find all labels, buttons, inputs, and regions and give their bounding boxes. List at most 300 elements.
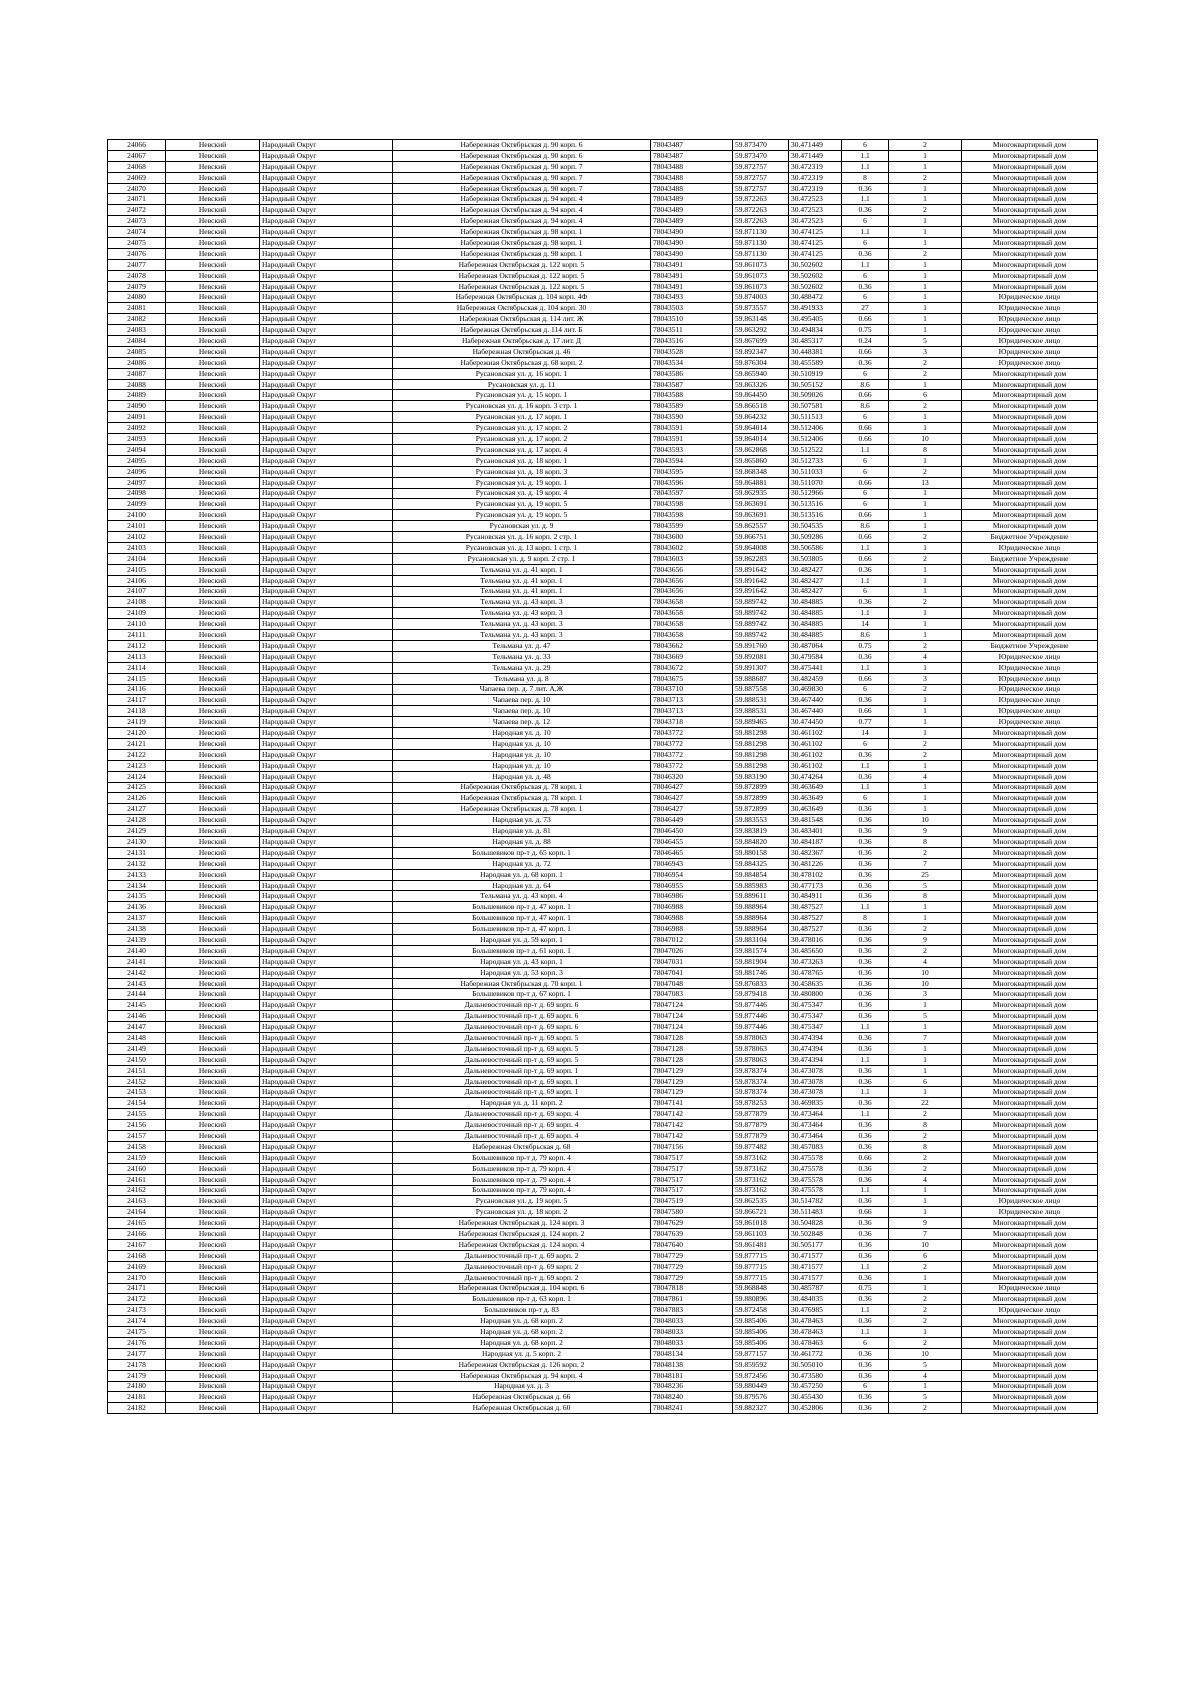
row-id-cell: 24136 [108,902,166,913]
table-row [108,216,1098,227]
type-cell: Многоквартирный дом [962,978,1098,989]
type-cell: Многоквартирный дом [962,434,1098,445]
type-cell: Юридическое лицо [962,292,1098,303]
district-cell: Невский [166,651,260,662]
okrug-cell: Народный Округ [260,172,393,183]
okrug-cell: Народный Округ [260,521,393,532]
longitude-cell: 30.473464 [789,1120,842,1131]
longitude-cell: 30.473580 [789,1370,842,1381]
district-cell: Невский [166,793,260,804]
address-cell: Дальневосточный пр-т д. 69 корп. 5 [393,1054,651,1065]
type-cell: Многоквартирный дом [962,738,1098,749]
district-cell: Невский [166,978,260,989]
volume-cell: 1.1 [842,1022,889,1033]
type-cell: Многоквартирный дом [962,401,1098,412]
volume-cell: 0.36 [842,1120,889,1131]
code-cell: 78043672 [651,662,733,673]
address-cell: Дальневосточный пр-т д. 69 корп. 6 [393,1011,651,1022]
type-cell: Многоквартирный дом [962,1229,1098,1240]
count-cell: 2 [889,1337,962,1348]
count-cell: 2 [889,597,962,608]
address-cell: Русановская ул. д. 19 корп. 5 [393,1196,651,1207]
latitude-cell: 59.873470 [733,150,789,161]
table-row [108,292,1098,303]
okrug-cell: Народный Округ [260,1250,393,1261]
code-cell: 78047128 [651,1033,733,1044]
longitude-cell: 30.472319 [789,172,842,183]
code-cell: 78046427 [651,804,733,815]
volume-cell: 1.1 [842,1087,889,1098]
type-cell: Многоквартирный дом [962,140,1098,151]
address-cell: Русановская ул. д. 16 корп. 3 стр. 1 [393,401,651,412]
district-cell: Невский [166,368,260,379]
volume-cell: 1.1 [842,194,889,205]
okrug-cell: Народный Округ [260,1359,393,1370]
okrug-cell: Народный Округ [260,1261,393,1272]
longitude-cell: 30.503805 [789,553,842,564]
table-row [108,684,1098,695]
okrug-cell: Народный Округ [260,357,393,368]
code-cell: 78043656 [651,586,733,597]
longitude-cell: 30.482367 [789,847,842,858]
row-id-cell: 24119 [108,717,166,728]
row-id-cell: 24169 [108,1261,166,1272]
latitude-cell: 59.884325 [733,858,789,869]
type-cell: Многоквартирный дом [962,924,1098,935]
row-id-cell: 24162 [108,1185,166,1196]
district-cell: Невский [166,455,260,466]
district-cell: Невский [166,858,260,869]
address-cell: Набережная Октябрьская д. 68 [393,1141,651,1152]
code-cell: 78048241 [651,1403,733,1414]
code-cell: 78043593 [651,444,733,455]
volume-cell: 0.66 [842,434,889,445]
table-row [108,1359,1098,1370]
code-cell: 78046986 [651,891,733,902]
latitude-cell: 59.873162 [733,1152,789,1163]
latitude-cell: 59.862535 [733,1196,789,1207]
district-cell: Невский [166,913,260,924]
table-row [108,346,1098,357]
longitude-cell: 30.461102 [789,728,842,739]
code-cell: 78043599 [651,521,733,532]
row-id-cell: 24089 [108,390,166,401]
table-row [108,902,1098,913]
district-cell: Невский [166,292,260,303]
row-id-cell: 24157 [108,1131,166,1142]
longitude-cell: 30.457083 [789,1141,842,1152]
address-cell: Большевиков пр-т д. 47 корп. 1 [393,924,651,935]
volume-cell: 6 [842,793,889,804]
type-cell: Многоквартирный дом [962,760,1098,771]
table-row [108,1196,1098,1207]
type-cell: Многоквартирный дом [962,270,1098,281]
district-cell: Невский [166,314,260,325]
row-id-cell: 24101 [108,521,166,532]
okrug-cell: Народный Округ [260,1000,393,1011]
address-cell: Народная ул. д. 68 корп. 1 [393,869,651,880]
address-cell: Народная ул. д. 53 корп. 3 [393,967,651,978]
table-row [108,847,1098,858]
address-cell: Русановская ул. д. 17 корп. 2 [393,423,651,434]
type-cell: Многоквартирный дом [962,837,1098,848]
code-cell: 78048033 [651,1316,733,1327]
type-cell: Юридическое лицо [962,651,1098,662]
latitude-cell: 59.881298 [733,749,789,760]
count-cell: 1 [889,662,962,673]
okrug-cell: Народный Округ [260,1196,393,1207]
address-cell: Дальневосточный пр-т д. 69 корп. 2 [393,1250,651,1261]
district-cell: Невский [166,891,260,902]
table-row [108,314,1098,325]
longitude-cell: 30.473464 [789,1109,842,1120]
table-row [108,259,1098,270]
volume-cell: 0.36 [842,978,889,989]
count-cell: 2 [889,640,962,651]
latitude-cell: 59.889742 [733,630,789,641]
row-id-cell: 24075 [108,238,166,249]
address-cell: Набережная Октябрьская д. 98 корп. 1 [393,248,651,259]
code-cell: 78047048 [651,978,733,989]
latitude-cell: 59.881298 [733,760,789,771]
table-row [108,532,1098,543]
district-cell: Невский [166,1239,260,1250]
district-cell: Невский [166,1152,260,1163]
latitude-cell: 59.878063 [733,1043,789,1054]
code-cell: 78048240 [651,1392,733,1403]
count-cell: 2 [889,368,962,379]
count-cell: 8 [889,1120,962,1131]
address-cell: Набережная Октябрьская д. 46 [393,346,651,357]
count-cell: 2 [889,248,962,259]
type-cell: Многоквартирный дом [962,412,1098,423]
volume-cell: 0.24 [842,336,889,347]
longitude-cell: 30.479584 [789,651,842,662]
address-cell: Набережная Октябрьская д. 114 лит. Б [393,325,651,336]
volume-cell: 0.36 [842,1033,889,1044]
count-cell: 1 [889,183,962,194]
table-body [108,140,1098,1414]
district-cell: Невский [166,390,260,401]
volume-cell: 0.36 [842,1000,889,1011]
table-row [108,172,1098,183]
volume-cell: 1.1 [842,1305,889,1316]
district-cell: Невский [166,499,260,510]
latitude-cell: 59.872899 [733,782,789,793]
type-cell: Многоквартирный дом [962,902,1098,913]
row-id-cell: 24144 [108,989,166,1000]
district-cell: Невский [166,815,260,826]
row-id-cell: 24125 [108,782,166,793]
type-cell: Многоквартирный дом [962,205,1098,216]
volume-cell: 0.66 [842,423,889,434]
table-row [108,597,1098,608]
latitude-cell: 59.877157 [733,1348,789,1359]
count-cell: 1 [889,194,962,205]
table-row [108,1392,1098,1403]
type-cell: Многоквартирный дом [962,183,1098,194]
table-row [108,956,1098,967]
address-cell: Русановская ул. д. 19 корп. 1 [393,477,651,488]
longitude-cell: 30.506586 [789,542,842,553]
row-id-cell: 24124 [108,771,166,782]
table-row [108,695,1098,706]
table-row [108,1131,1098,1142]
count-cell: 1 [889,510,962,521]
count-cell: 1 [889,259,962,270]
table-row [108,150,1098,161]
volume-cell: 1.1 [842,1109,889,1120]
latitude-cell: 59.873162 [733,1163,789,1174]
type-cell: Многоквартирный дом [962,804,1098,815]
table-row [108,227,1098,238]
volume-cell: 0.36 [842,1098,889,1109]
address-cell: Народная ул. д. 3 [393,1381,651,1392]
count-cell: 1 [889,706,962,717]
district-cell: Невский [166,444,260,455]
latitude-cell: 59.888531 [733,695,789,706]
okrug-cell: Народный Округ [260,477,393,488]
row-id-cell: 24117 [108,695,166,706]
district-cell: Невский [166,1229,260,1240]
district-cell: Невский [166,1087,260,1098]
okrug-cell: Народный Округ [260,1087,393,1098]
okrug-cell: Народный Округ [260,749,393,760]
volume-cell: 6 [842,292,889,303]
row-id-cell: 24112 [108,640,166,651]
address-cell: Русановская ул. д. 17 корп. 1 [393,412,651,423]
type-cell: Многоквартирный дом [962,749,1098,760]
code-cell: 78047729 [651,1261,733,1272]
volume-cell: 6 [842,1337,889,1348]
okrug-cell: Народный Округ [260,1403,393,1414]
longitude-cell: 30.512406 [789,434,842,445]
okrug-cell: Народный Округ [260,880,393,891]
latitude-cell: 59.877715 [733,1272,789,1283]
code-cell: 78047128 [651,1043,733,1054]
latitude-cell: 59.885406 [733,1327,789,1338]
code-cell: 78047124 [651,1022,733,1033]
latitude-cell: 59.877715 [733,1250,789,1261]
okrug-cell: Народный Округ [260,967,393,978]
volume-cell: 6 [842,684,889,695]
address-cell: Большевиков пр-т д. 79 корп. 4 [393,1163,651,1174]
count-cell: 2 [889,1261,962,1272]
code-cell: 78043656 [651,564,733,575]
row-id-cell: 24096 [108,466,166,477]
okrug-cell: Народный Округ [260,826,393,837]
volume-cell: 1.1 [842,444,889,455]
latitude-cell: 59.871130 [733,238,789,249]
code-cell: 78043587 [651,379,733,390]
district-cell: Невский [166,183,260,194]
longitude-cell: 30.452806 [789,1403,842,1414]
row-id-cell: 24152 [108,1076,166,1087]
latitude-cell: 59.878374 [733,1076,789,1087]
volume-cell: 0.36 [842,205,889,216]
longitude-cell: 30.455430 [789,1392,842,1403]
count-cell: 2 [889,357,962,368]
address-cell: Набережная Октябрьская д. 98 корп. 1 [393,238,651,249]
table-row [108,423,1098,434]
code-cell: 78043662 [651,640,733,651]
count-cell: 1 [889,760,962,771]
table-row [108,1305,1098,1316]
okrug-cell: Народный Округ [260,1239,393,1250]
okrug-cell: Народный Округ [260,1131,393,1142]
type-cell: Многоквартирный дом [962,216,1098,227]
code-cell: 78043510 [651,314,733,325]
address-cell: Набережная Октябрьская д. 94 корп. 4 [393,216,651,227]
type-cell: Многоквартирный дом [962,1065,1098,1076]
count-cell: 1 [889,913,962,924]
volume-cell: 0.36 [842,935,889,946]
address-cell: Тельмана ул. д. 43 корп. 3 [393,619,651,630]
table-row [108,880,1098,891]
count-cell: 25 [889,869,962,880]
table-row [108,1294,1098,1305]
volume-cell: 0.36 [842,1229,889,1240]
address-cell: Большевиков пр-т д. 47 корп. 1 [393,902,651,913]
type-cell: Многоквартирный дом [962,869,1098,880]
count-cell: 2 [889,172,962,183]
type-cell: Юридическое лицо [962,1283,1098,1294]
okrug-cell: Народный Округ [260,728,393,739]
longitude-cell: 30.484911 [789,891,842,902]
code-cell: 78043591 [651,434,733,445]
row-id-cell: 24155 [108,1109,166,1120]
row-id-cell: 24167 [108,1239,166,1250]
latitude-cell: 59.864450 [733,390,789,401]
row-id-cell: 24168 [108,1250,166,1261]
row-id-cell: 24176 [108,1337,166,1348]
district-cell: Невский [166,924,260,935]
longitude-cell: 30.484885 [789,608,842,619]
type-cell: Многоквартирный дом [962,1022,1098,1033]
count-cell: 1 [889,281,962,292]
address-cell: Народная ул. д. 10 [393,760,651,771]
okrug-cell: Народный Округ [260,1141,393,1152]
district-cell: Невский [166,1207,260,1218]
longitude-cell: 30.475578 [789,1152,842,1163]
longitude-cell: 30.469835 [789,1098,842,1109]
table-row [108,1229,1098,1240]
volume-cell: 0.36 [842,847,889,858]
table-row [108,1370,1098,1381]
row-id-cell: 24074 [108,227,166,238]
volume-cell: 0.75 [842,640,889,651]
type-cell: Многоквартирный дом [962,488,1098,499]
row-id-cell: 24121 [108,738,166,749]
table-row [108,1022,1098,1033]
address-cell: Русановская ул. д. 15 корп. 1 [393,390,651,401]
district-cell: Невский [166,150,260,161]
okrug-cell: Народный Округ [260,205,393,216]
okrug-cell: Народный Округ [260,1022,393,1033]
code-cell: 78047861 [651,1294,733,1305]
district-cell: Невский [166,1316,260,1327]
code-cell: 78043772 [651,749,733,760]
row-id-cell: 24140 [108,945,166,956]
latitude-cell: 59.871130 [733,248,789,259]
latitude-cell: 59.891642 [733,586,789,597]
volume-cell: 8 [842,172,889,183]
longitude-cell: 30.475441 [789,662,842,673]
okrug-cell: Народный Округ [260,640,393,651]
latitude-cell: 59.863691 [733,499,789,510]
table-row [108,662,1098,673]
longitude-cell: 30.473263 [789,956,842,967]
row-id-cell: 24123 [108,760,166,771]
longitude-cell: 30.474394 [789,1033,842,1044]
latitude-cell: 59.876304 [733,357,789,368]
district-cell: Невский [166,401,260,412]
count-cell: 1 [889,575,962,586]
table-row [108,499,1098,510]
type-cell: Юридическое лицо [962,695,1098,706]
okrug-cell: Народный Округ [260,379,393,390]
okrug-cell: Народный Округ [260,412,393,423]
row-id-cell: 24143 [108,978,166,989]
code-cell: 78043490 [651,227,733,238]
type-cell: Многоквартирный дом [962,161,1098,172]
district-cell: Невский [166,880,260,891]
count-cell: 6 [889,390,962,401]
longitude-cell: 30.471449 [789,150,842,161]
code-cell: 78043675 [651,673,733,684]
longitude-cell: 30.474450 [789,717,842,728]
district-cell: Невский [166,325,260,336]
count-cell: 1 [889,564,962,575]
volume-cell: 0.36 [842,804,889,815]
table-row [108,140,1098,151]
count-cell: 6 [889,1250,962,1261]
okrug-cell: Народный Округ [260,630,393,641]
district-cell: Невский [166,1305,260,1316]
type-cell: Многоквартирный дом [962,935,1098,946]
okrug-cell: Народный Округ [260,1229,393,1240]
row-id-cell: 24126 [108,793,166,804]
count-cell: 5 [889,336,962,347]
latitude-cell: 59.877482 [733,1141,789,1152]
count-cell: 1 [889,238,962,249]
latitude-cell: 59.889465 [733,717,789,728]
latitude-cell: 59.887558 [733,684,789,695]
code-cell: 78047517 [651,1185,733,1196]
count-cell: 2 [889,1152,962,1163]
code-cell: 78043488 [651,183,733,194]
count-cell: 1 [889,412,962,423]
district-cell: Невский [166,1403,260,1414]
address-cell: Русановская ул. д. 19 корп. 4 [393,488,651,499]
longitude-cell: 30.458635 [789,978,842,989]
latitude-cell: 59.881298 [733,738,789,749]
latitude-cell: 59.885983 [733,880,789,891]
code-cell: 78048134 [651,1348,733,1359]
address-cell: Народная ул. д. 81 [393,826,651,837]
address-cell: Набережная Октябрьская д. 17 лит. Д [393,336,651,347]
district-cell: Невский [166,1348,260,1359]
latitude-cell: 59.885406 [733,1316,789,1327]
district-cell: Невский [166,1131,260,1142]
count-cell: 9 [889,935,962,946]
okrug-cell: Народный Округ [260,488,393,499]
volume-cell: 0.36 [842,837,889,848]
longitude-cell: 30.491933 [789,303,842,314]
latitude-cell: 59.873162 [733,1185,789,1196]
longitude-cell: 30.481226 [789,858,842,869]
latitude-cell: 59.872263 [733,205,789,216]
